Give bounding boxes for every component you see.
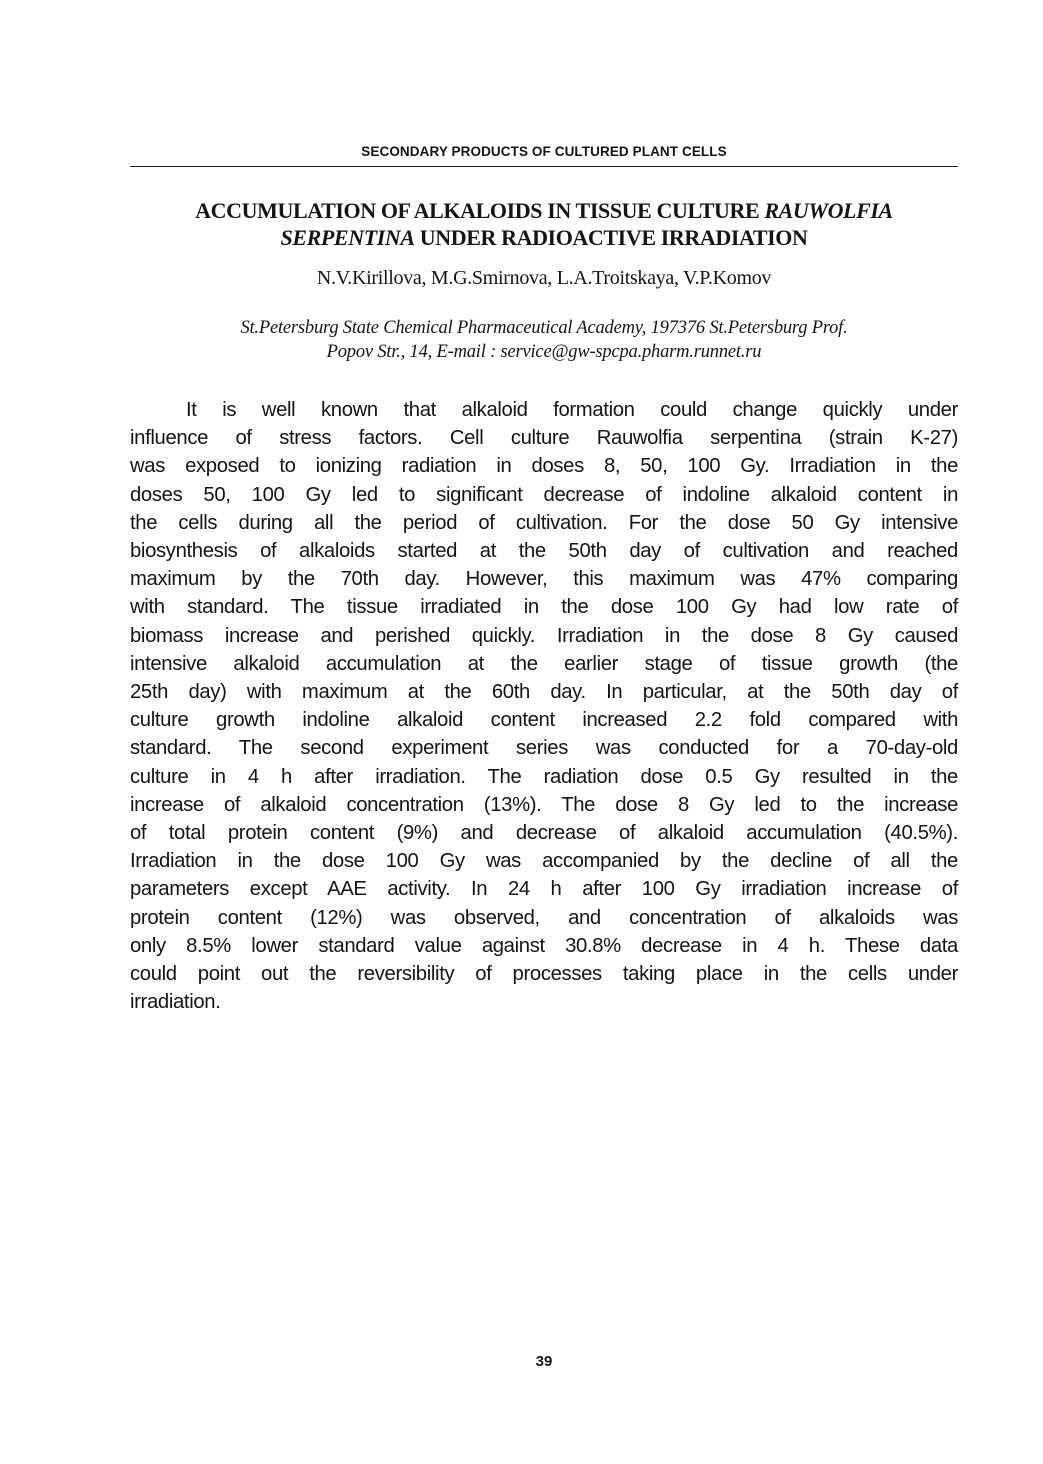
abstract-line: intensive alkaloid accumulation at the earlier stage of tissue growth (the [130,652,958,675]
page-number: 39 [535,1353,553,1370]
affiliation [130,316,958,364]
abstract-line: increase of alkaloid concentration (13%). The dose 8 Gy led to the increase [130,793,958,816]
abstract-line: the cells during all the period of cultivation. For the dose 50 Gy intensive [130,511,958,534]
title-line-2-suffix: UNDER RADIOACTIVE IRRADIATION [414,225,808,250]
abstract-line: parameters except AAE activity. In 24 h after 100 Gy irradiation increase of [130,878,958,901]
abstract-line: 25th day) with maximum at the 60th day. In particular, at the 50th day of [130,681,958,704]
abstract-line: Irradiation in the dose 100 Gy was accompanied by the decline of all the [130,850,958,873]
abstract-line: It is well known that alkaloid formation could change quickly under [186,399,958,421]
title-line-1-prefix: ACCUMULATION OF ALKALOIDS IN TISSUE CULTURE [195,198,765,223]
abstract-line: culture in 4 h after irradiation. The radiation dose 0.5 Gy resulted in the [130,765,958,788]
affiliation-line-2: Popov Str., 14, E-mail : service@gw-spcpa.pharm.runnet.ru [326,342,762,362]
abstract-line: standard. The second experiment series was conducted for a 70-day-old [130,737,958,760]
abstract-line: maximum by the 70th day. However, this maximum was 47% comparing [130,568,958,591]
paper-title [130,197,958,251]
abstract-line: biosynthesis of alkaloids started at the 50th day of cultivation and reached [130,540,958,563]
abstract-line: doses 50, 100 Gy led to significant decrease of indoline alkaloid content in [130,483,958,506]
abstract-line: biomass increase and perished quickly. Irradiation in the dose 8 Gy caused [130,624,958,647]
title-line-1-italic: RAUWOLFIA [764,198,893,223]
authors: N.V.Kirillova, M.G.Smirnova, L.A.Troitskaya, V.P.Komov [316,267,772,289]
affiliation-line-1: St.Petersburg State Chemical Pharmaceutical Academy, 197376 St.Petersburg Prof. [240,318,848,338]
abstract-line: was exposed to ionizing radiation in doses 8, 50, 100 Gy. Irradiation in the [130,455,958,478]
abstract-line: irradiation. [130,991,221,1014]
header-rule [130,166,958,167]
abstract-line: influence of stress factors. Cell culture Rauwolfia serpentina (strain K-27) [130,427,958,450]
abstract-line: of total protein content (9%) and decrease of alkaloid accumulation (40.5%). [130,822,958,845]
running-header: SECONDARY PRODUCTS OF CULTURED PLANT CELLS [361,144,727,159]
abstract-line: protein content (12%) was observed, and concentration of alkaloids was [130,906,958,929]
abstract-line: culture growth indoline alkaloid content increased 2.2 fold compared with [130,709,958,732]
title-line-2 [130,224,958,251]
abstract-body [130,396,958,1016]
abstract-line: with standard. The tissue irradiated in the dose 100 Gy had low rate of [130,596,958,619]
title-line-1 [130,197,958,224]
title-line-2-italic: SERPENTINA [280,225,415,250]
abstract-line: only 8.5% lower standard value against 30.8% decrease in 4 h. These data [130,934,958,957]
abstract-line: could point out the reversibility of processes taking place in the cells under [130,963,958,986]
